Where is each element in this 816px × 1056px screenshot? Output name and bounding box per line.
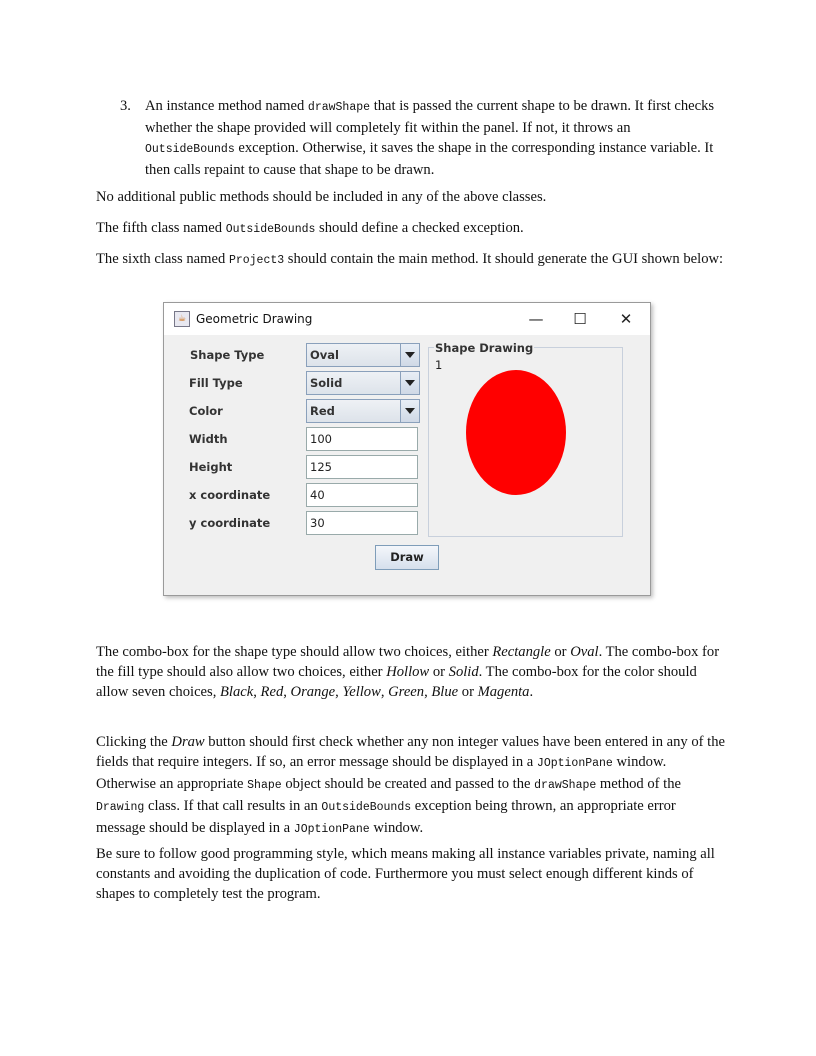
text-run: or: [429, 664, 449, 680]
height-value: 125: [310, 460, 332, 474]
inline-code: JOptionPane: [536, 757, 613, 770]
list-number: 3.: [120, 98, 131, 114]
y-value: 30: [310, 516, 325, 530]
label-y-coordinate: y coordinate: [189, 516, 271, 530]
minimize-icon[interactable]: —: [528, 310, 544, 328]
text-run: object should be created and passed to the: [281, 776, 535, 792]
x-value: 40: [310, 488, 325, 502]
fill-type-combo[interactable]: [306, 371, 420, 395]
color-value: Red: [310, 404, 335, 418]
text-run: .: [529, 684, 534, 700]
text-run: should contain the main method. It should generate the GUI shown below:: [284, 251, 724, 267]
text-run: should define a checked exception.: [315, 220, 524, 236]
inline-code: JOptionPane: [293, 823, 370, 836]
chevron-down-icon[interactable]: [400, 400, 419, 422]
width-field[interactable]: [306, 427, 418, 451]
text-run: exception being thrown, an appropriate error message should be displayed in a: [96, 798, 676, 836]
paragraph-draw-button: [96, 732, 726, 840]
text-run: window. Otherwise an appropriate: [96, 754, 667, 792]
italic-text: Blue: [431, 684, 459, 700]
text-run: The combo-box for the shape type should allow two choices, either: [96, 644, 493, 660]
text-run: No additional public methods should be included in any of the above classes.: [96, 189, 547, 205]
paragraph-fifth-class: [96, 218, 726, 240]
x-coordinate-field[interactable]: [306, 483, 418, 507]
inline-code: Shape: [247, 779, 282, 792]
java-app-icon: ☕: [174, 311, 190, 327]
italic-text: Orange: [290, 684, 336, 700]
inline-code: OutsideBounds: [321, 801, 412, 814]
text-run: ,: [283, 684, 291, 700]
color-combo[interactable]: [306, 399, 420, 423]
text-run: ,: [380, 684, 389, 700]
window-title: Geometric Drawing: [196, 312, 313, 326]
height-field[interactable]: [306, 455, 418, 479]
inline-code: Project3: [228, 254, 285, 267]
inline-code: drawShape: [307, 101, 371, 114]
inline-code: OutsideBounds: [145, 143, 235, 156]
text-run: or: [458, 684, 478, 700]
label-fill-type: Fill Type: [189, 376, 243, 390]
text-run: method of the: [596, 776, 681, 792]
list-item-3: [145, 96, 715, 180]
label-x-coordinate: x coordinate: [189, 488, 271, 502]
inline-code: drawShape: [534, 779, 597, 792]
text-run: button should first check whether any non integer values have been entered in any of the fields that require integers. If so, an error message should be displayed in a: [96, 734, 725, 770]
maximize-icon[interactable]: ☐: [573, 310, 587, 328]
paragraph-public-methods: [96, 187, 726, 207]
italic-text: Draw: [171, 734, 205, 750]
label-width: Width: [189, 432, 228, 446]
italic-text: Solid: [448, 664, 479, 680]
inline-code: Drawing: [96, 801, 145, 814]
italic-text: Rectangle: [492, 644, 551, 660]
draw-button[interactable]: Draw: [375, 545, 439, 570]
text-run: The fifth class named: [96, 220, 226, 236]
label-color: Color: [189, 404, 223, 418]
drawn-oval: [466, 370, 566, 495]
text-run: Be sure to follow good programming style, which means making all instance variables private, naming all constants and avoiding the duplication of code. Furthermore you must select enough different kinds of shapes to completely test the program.: [96, 846, 715, 902]
text-run: . The combo-box for the fill type should also allow two choices, either: [96, 644, 720, 680]
label-shape-type: Shape Type: [190, 348, 265, 362]
text-run: exception. Otherwise, it saves the shape in the corresponding instance variable. It then calls repaint to cause that shape to be drawn.: [145, 140, 714, 178]
italic-text: Black: [220, 684, 254, 700]
text-run: . The combo-box for the color should allow seven choices,: [96, 664, 697, 700]
paragraph-combo-boxes: [96, 642, 726, 702]
shape-drawing-title: Shape Drawing: [435, 341, 534, 355]
chevron-down-icon[interactable]: [400, 372, 419, 394]
close-icon[interactable]: ✕: [619, 310, 633, 328]
italic-text: Yellow: [342, 684, 381, 700]
shape-count: 1: [435, 358, 443, 372]
paragraph-style: [96, 844, 726, 904]
text-run: Clicking the: [96, 734, 172, 750]
gui-screenshot-window: [163, 302, 651, 596]
italic-text: Red: [260, 684, 284, 700]
width-value: 100: [310, 432, 332, 446]
italic-text: Green: [388, 684, 425, 700]
italic-text: Oval: [570, 644, 599, 660]
inline-code: OutsideBounds: [225, 223, 316, 236]
text-run: The sixth class named: [96, 251, 229, 267]
italic-text: Magenta: [477, 684, 530, 700]
italic-text: Hollow: [386, 664, 430, 680]
paragraph-sixth-class: [96, 249, 726, 271]
fill-type-value: Solid: [310, 376, 343, 390]
text-run: ,: [424, 684, 432, 700]
chevron-down-icon[interactable]: [400, 344, 419, 366]
text-run: that is passed the current shape to be drawn. It first checks whether the shape provided will completely fit within the panel. If not, it throws an: [145, 98, 715, 136]
title-bar: [164, 303, 650, 335]
text-run: ,: [335, 684, 343, 700]
shape-type-value: Oval: [310, 348, 339, 362]
text-run: or: [550, 644, 571, 660]
shape-drawing-panel: [428, 341, 623, 537]
shape-type-combo[interactable]: [306, 343, 420, 367]
label-height: Height: [189, 460, 233, 474]
text-run: An instance method named: [145, 98, 308, 114]
text-run: window.: [369, 820, 424, 836]
text-run: class. If that call results in an: [144, 798, 322, 814]
text-run: ,: [253, 684, 261, 700]
y-coordinate-field[interactable]: [306, 511, 418, 535]
